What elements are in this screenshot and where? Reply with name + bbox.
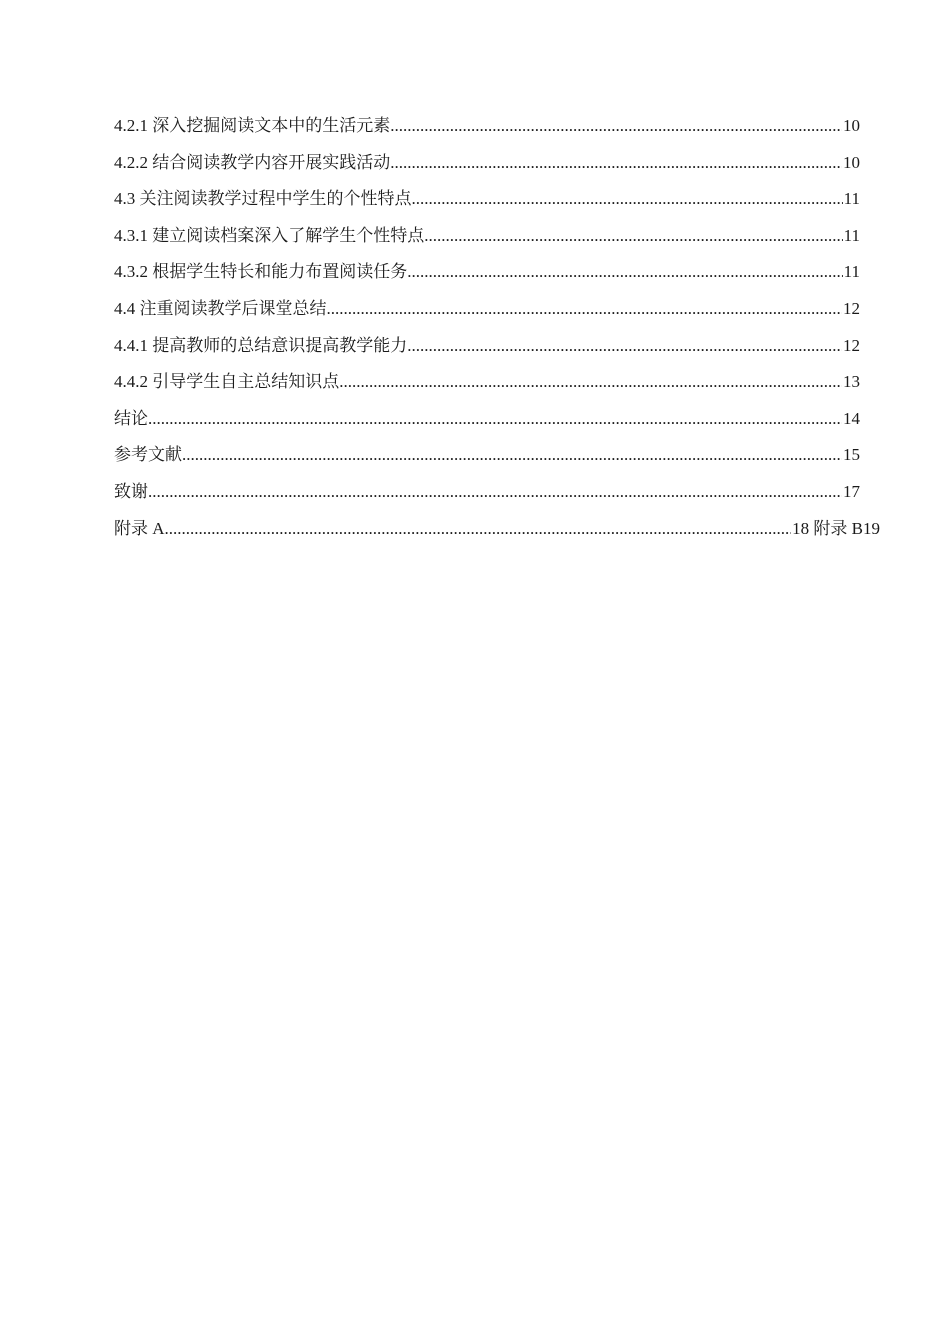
toc-dot-leader (412, 185, 843, 213)
toc-entry-appendix[interactable] (114, 515, 880, 552)
toc-dot-leader (424, 222, 842, 250)
toc-entry-title: 附录 A (114, 518, 165, 538)
toc-entry-title: 参考文献 (114, 445, 182, 465)
toc-entry-page: 14 (843, 408, 860, 428)
toc-entry-page: 11 (843, 262, 860, 282)
toc-dot-leader (390, 112, 842, 140)
toc-entry[interactable] (114, 441, 860, 478)
toc-entry-title: 4.3.1 建立阅读档案深入了解学生个性特点 (114, 225, 425, 245)
toc-entry[interactable] (114, 368, 860, 405)
toc-entry-title: 4.4.1 提高教师的总结意识提高教学能力 (114, 335, 408, 355)
toc-entry-page: 10 (843, 152, 860, 172)
toc-dot-leader (182, 441, 842, 469)
toc-dot-leader (390, 149, 842, 177)
toc-entry[interactable] (114, 478, 860, 515)
toc-entry-title: 致谢 (114, 481, 148, 501)
toc-dot-leader (407, 332, 842, 360)
toc-entry[interactable] (114, 185, 860, 222)
toc-dot-leader (165, 515, 792, 543)
toc-entry[interactable] (114, 222, 860, 259)
toc-entry-page: 18 附录 B19 (792, 518, 880, 538)
toc-entry[interactable] (114, 112, 860, 149)
toc-entry-title: 结论 (114, 408, 148, 428)
toc-entry[interactable] (114, 295, 860, 332)
toc-entry-title: 4.4 注重阅读教学后课堂总结 (114, 298, 327, 318)
toc-dot-leader (339, 368, 842, 396)
toc-entry-page: 12 (843, 335, 860, 355)
toc-entry[interactable] (114, 405, 860, 442)
toc-entry-page: 17 (843, 481, 860, 501)
toc-entry-title: 4.4.2 引导学生自主总结知识点 (114, 372, 340, 392)
toc-entry-title: 4.2.2 结合阅读教学内容开展实践活动 (114, 152, 391, 172)
toc-entry-title: 4.3 关注阅读教学过程中学生的个性特点 (114, 189, 412, 209)
toc-entry-title: 4.3.2 根据学生特长和能力布置阅读任务 (114, 262, 408, 282)
toc-dot-leader (148, 405, 842, 433)
toc-dot-leader (148, 478, 842, 506)
toc-dot-leader (327, 295, 843, 323)
toc-entry-page: 12 (843, 298, 860, 318)
toc-entry-page: 11 (843, 189, 860, 209)
table-of-contents (114, 112, 880, 551)
toc-entry-title: 4.2.1 深入挖掘阅读文本中的生活元素 (114, 116, 391, 135)
toc-entry[interactable] (114, 332, 860, 369)
toc-entry-page: 10 (843, 116, 860, 135)
toc-entry[interactable] (114, 149, 860, 186)
toc-entry-page: 13 (843, 372, 860, 392)
toc-entry-page: 11 (843, 225, 860, 245)
toc-entry[interactable] (114, 258, 860, 295)
toc-dot-leader (407, 258, 842, 286)
toc-entry-page: 15 (843, 445, 860, 465)
